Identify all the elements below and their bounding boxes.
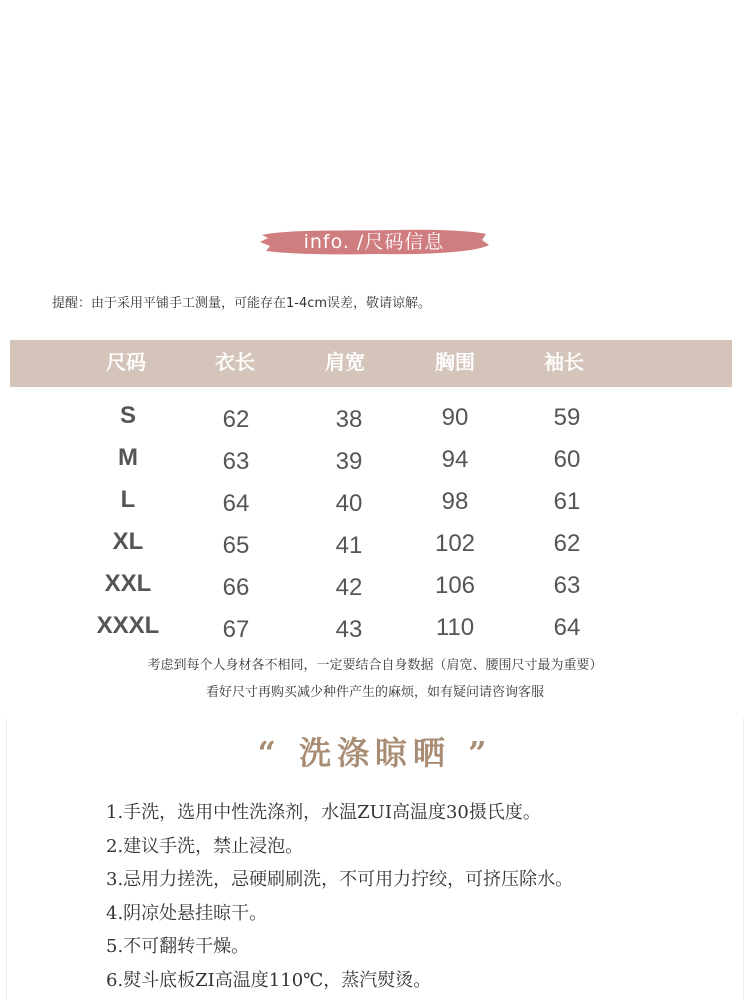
table-row bbox=[0, 444, 750, 486]
header-size: 尺码 bbox=[106, 350, 146, 374]
sleeve-cell: 60 bbox=[553, 446, 581, 473]
header-length: 衣长 bbox=[215, 350, 255, 374]
size-cell: XXXL bbox=[96, 612, 160, 639]
table-row bbox=[0, 570, 750, 612]
table-row bbox=[0, 486, 750, 528]
length-cell: 64 bbox=[222, 490, 250, 517]
list-item: 1.手洗，选用中性洗涤剂，水温ZUI高温度30摄氏度。 bbox=[106, 802, 541, 823]
bust-cell: 94 bbox=[441, 446, 469, 473]
bust-cell: 90 bbox=[441, 404, 469, 431]
sleeve-cell: 64 bbox=[553, 614, 581, 641]
length-cell: 67 bbox=[222, 616, 250, 643]
bust-cell: 110 bbox=[435, 614, 475, 641]
top-blank-area bbox=[0, 0, 750, 210]
list-item: 5.不可翻转干燥。 bbox=[106, 936, 250, 957]
header-shoulder: 肩宽 bbox=[325, 350, 365, 374]
table-row bbox=[0, 528, 750, 570]
fit-advice-note: 考虑到每个人身材各不相同，一定要结合自身数据（肩宽、腰围尺寸最为重要） bbox=[147, 658, 603, 673]
size-cell: M bbox=[118, 444, 138, 471]
sleeve-cell: 59 bbox=[553, 404, 581, 431]
length-cell: 62 bbox=[222, 406, 250, 433]
bust-cell: 106 bbox=[434, 572, 476, 599]
sleeve-cell: 61 bbox=[553, 488, 581, 515]
shoulder-cell: 41 bbox=[335, 532, 363, 559]
care-instructions-list bbox=[106, 796, 573, 997]
banner-title: info. /尺码信息 bbox=[303, 231, 445, 253]
shoulder-cell: 40 bbox=[335, 490, 363, 517]
table-row bbox=[0, 402, 750, 444]
shoulder-cell: 38 bbox=[335, 406, 363, 433]
shoulder-cell: 43 bbox=[335, 616, 363, 643]
measurement-reminder: 提醒：由于采用平铺手工测量，可能存在1-4cm误差，敬请谅解。 bbox=[52, 296, 432, 311]
size-table-header bbox=[10, 340, 732, 387]
bust-cell: 102 bbox=[434, 530, 476, 557]
length-cell: 66 bbox=[222, 574, 250, 601]
header-bust: 胸围 bbox=[435, 350, 475, 374]
shoulder-cell: 39 bbox=[335, 448, 363, 475]
table-row bbox=[0, 612, 750, 654]
list-item: 2.建议手洗，禁止浸泡。 bbox=[106, 835, 304, 857]
length-cell: 63 bbox=[222, 448, 250, 475]
size-cell: S bbox=[119, 402, 136, 429]
size-cell: XXL bbox=[104, 570, 152, 597]
sleeve-cell: 62 bbox=[553, 530, 581, 557]
bust-cell: 98 bbox=[441, 488, 469, 515]
shoulder-cell: 42 bbox=[335, 574, 363, 601]
size-cell: XL bbox=[112, 528, 144, 555]
sleeve-cell: 63 bbox=[553, 572, 581, 599]
length-cell: 65 bbox=[222, 532, 250, 559]
care-title: “ 洗涤晾晒 ” bbox=[257, 734, 493, 772]
purchase-advice-note: 看好尺寸再购买减少种件产生的麻烦，如有疑问请咨询客服 bbox=[205, 685, 544, 700]
list-item: 6.熨斗底板ZI高温度110℃，蒸汽熨烫。 bbox=[106, 969, 432, 991]
list-item: 3.忌用力搓洗，忌硬刷刷洗，不可用力拧绞，可挤压除水。 bbox=[106, 869, 574, 890]
size-info-banner bbox=[258, 226, 490, 258]
list-item: 4.阴凉处悬挂晾干。 bbox=[106, 902, 268, 924]
header-sleeve: 袖长 bbox=[544, 350, 584, 374]
size-cell: L bbox=[120, 486, 136, 513]
